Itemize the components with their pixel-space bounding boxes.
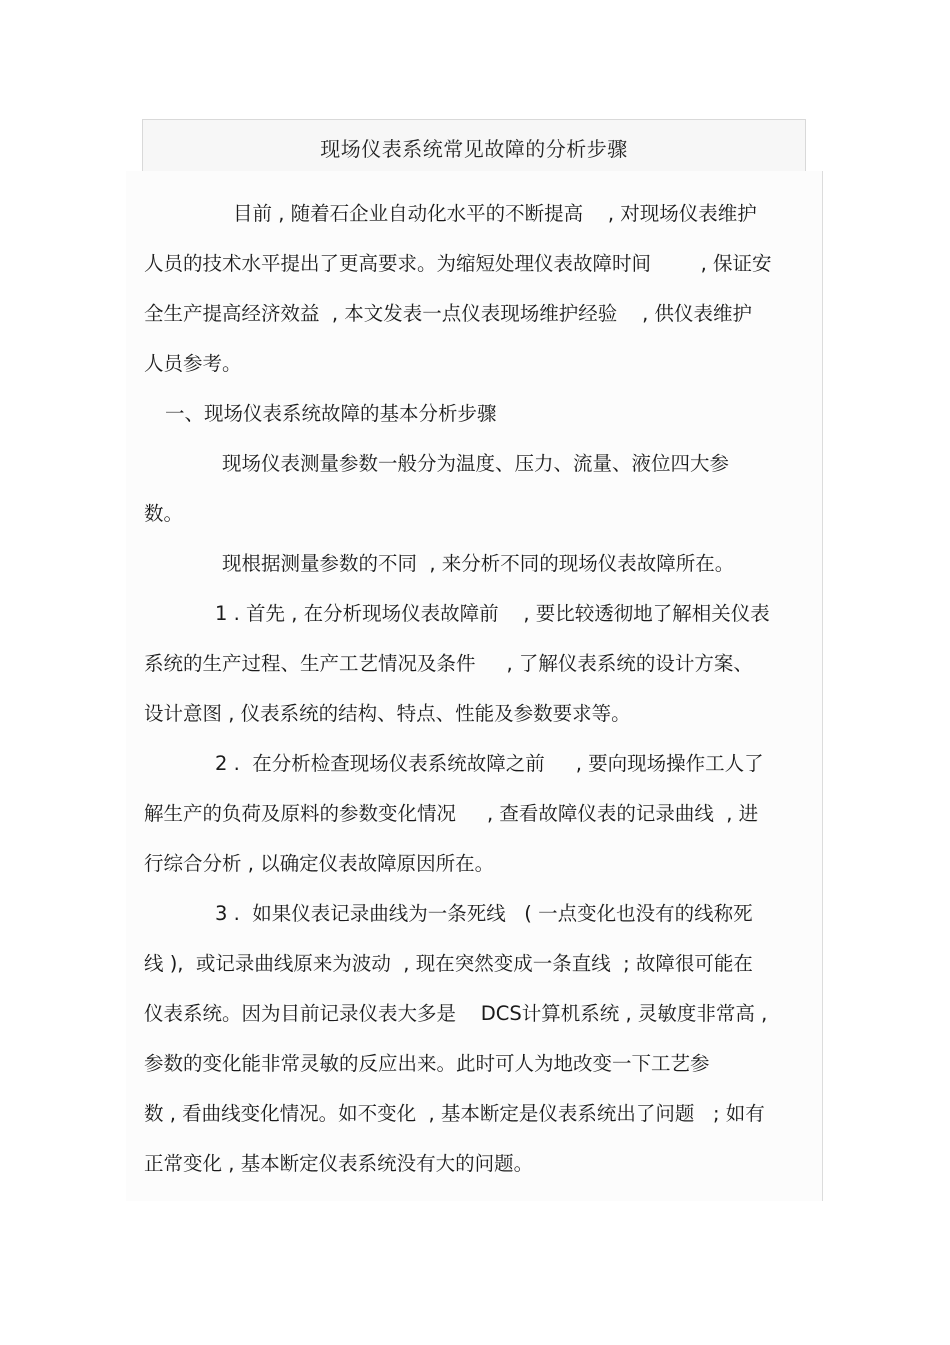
paragraph-line: 设计意图 , 仪表系统的结构、特点、性能及参数要求等。 [144,702,631,725]
paragraph-line: 线 ), 或记录曲线原来为波动 , 现在突然变成一条直线 ; 故障很可能在 [144,952,753,975]
paragraph-line: 数。 [144,502,184,525]
paragraph-line: 现根据测量参数的不同 , 来分析不同的现场仪表故障所在。 [222,552,735,575]
paragraph-line: 人员参考。 [144,352,242,375]
paragraph-line: 2 . 在分析检查现场仪表系统故障之前 , 要向现场操作工人了 [215,752,764,775]
paragraph-line: 参数的变化能非常灵敏的反应出来。此时可人为地改变一下工艺参 [144,1052,710,1075]
paragraph-line: 3 . 如果仪表记录曲线为一条死线 ( 一点变化也没有的线称死 [215,902,753,925]
paragraph-line: 仪表系统。因为目前记录仪表大多是 DCS计算机系统 , 灵敏度非常高 , [144,1002,768,1025]
paragraph-line: 现场仪表测量参数一般分为温度、压力、流量、液位四大参 [222,452,730,475]
paragraph-line: 人员的技术水平提出了更高要求。为缩短处理仪表故障时间 , 保证安 [144,252,772,275]
paragraph-line: 行综合分析 , 以确定仪表故障原因所在。 [144,852,495,875]
paragraph-line: 正常变化 , 基本断定仪表系统没有大的问题。 [144,1152,534,1175]
paragraph-line: 解生产的负荷及原料的参数变化情况 , 查看故障仪表的记录曲线 , 进 [144,802,759,825]
paragraph-line: 系统的生产过程、生产工艺情况及条件 , 了解仪表系统的设计方案、 [144,652,753,675]
section-heading: 一、现场仪表系统故障的基本分析步骤 [165,402,497,425]
paragraph-line: 目前 , 随着石企业自动化水平的不断提高 , 对现场仪表维护 [233,202,757,225]
paragraph-line: 全生产提高经济效益 , 本文发表一点仪表现场维护经验 , 供仪表维护 [144,302,752,325]
document-title: 现场仪表系统常见故障的分析步骤 [320,137,628,161]
paragraph-line: 数 , 看曲线变化情况。如不变化 , 基本断定是仪表系统出了问题 ; 如有 [144,1102,765,1125]
paragraph-line: 1 . 首先 , 在分析现场仪表故障前 , 要比较透彻地了解相关仪表 [215,602,770,625]
title-box [142,119,806,171]
